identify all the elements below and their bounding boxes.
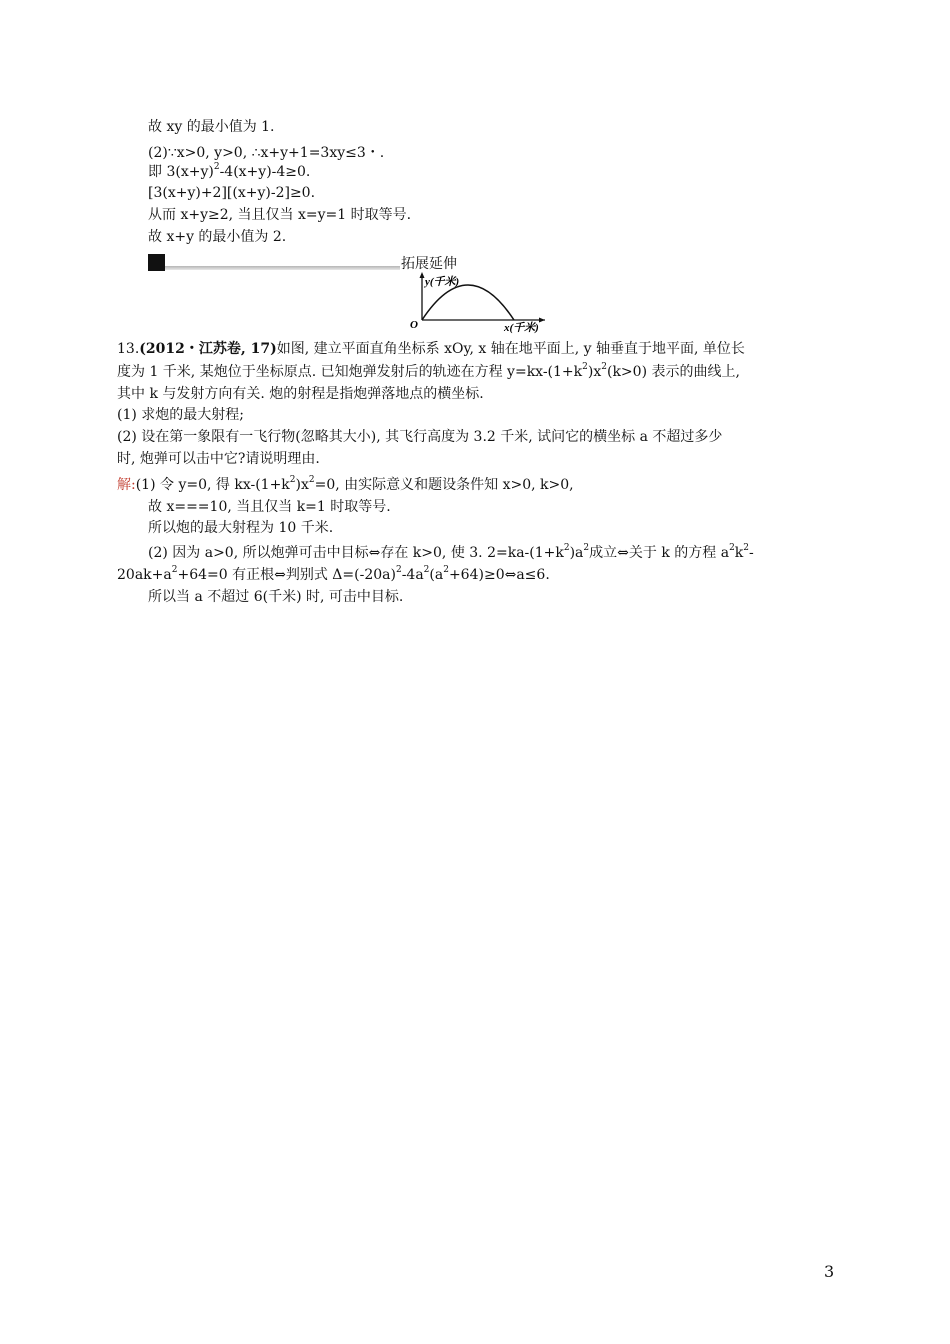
y-axis-label: y(千米) xyxy=(425,276,460,288)
section-marker-block xyxy=(148,254,165,271)
section-divider-bar xyxy=(165,266,400,270)
text-span: 度为 1 千米, 某炮位于坐标原点. 已知炮弹发射后的轨迹在方程 y=kx-(1+k xyxy=(117,364,583,380)
problem-line xyxy=(117,362,740,382)
page-number: 3 xyxy=(824,1262,835,1281)
superscript: 2 xyxy=(289,475,296,486)
text-span: -4(x+y)-4≥0. xyxy=(219,164,311,180)
problem-line: 其中 k 与发射方向有关. 炮的射程是指炮弹落地点的横坐标. xyxy=(117,386,484,402)
text-span: (a xyxy=(429,567,444,583)
text-span: (k>0) 表示的曲线上, xyxy=(606,364,740,380)
origin-label: O xyxy=(410,319,418,331)
text-span: =0, 由实际意义和题设条件知 x>0, k>0, xyxy=(314,477,574,493)
text-span: )x xyxy=(587,364,602,380)
solution-line: 故 x===10, 当且仅当 k=1 时取等号. xyxy=(148,499,391,515)
solution-line: 所以当 a 不超过 6(千米) 时, 可击中目标. xyxy=(148,589,404,605)
text-line: (2)∵x>0, y>0, ∴x+y+1=3xy≤3・. xyxy=(148,145,385,161)
superscript: 2 xyxy=(423,565,430,576)
trajectory-curve xyxy=(422,285,514,320)
superscript: 2 xyxy=(582,362,588,373)
text-span: )x xyxy=(295,477,309,493)
solution-line xyxy=(117,565,550,585)
text-span: 即 3(x+y) xyxy=(148,164,214,180)
text-span: 如图, 建立平面直角坐标系 xOy, x 轴在地平面上, y 轴垂直于地平面, 单位长 xyxy=(276,341,745,357)
question-2-cont: 时, 炮弹可以击中它?请说明理由. xyxy=(117,451,320,467)
section-banner xyxy=(148,254,457,272)
superscript: 2 xyxy=(563,543,570,554)
text-span: +64=0 有正根⇔判别式 Δ=(-20a) xyxy=(177,567,396,583)
problem-number: 13. xyxy=(117,341,140,357)
text-line: 故 x+y 的最小值为 2. xyxy=(148,229,287,245)
text-line: 从而 x+y≥2, 当且仅当 x=y=1 时取等号. xyxy=(148,207,412,223)
problem-line xyxy=(117,339,745,359)
section-title: 拓展延伸 xyxy=(401,256,457,272)
superscript: 2 xyxy=(308,475,315,486)
solution-label: 解: xyxy=(117,477,136,493)
superscript: 2 xyxy=(213,162,220,173)
superscript: 2 xyxy=(729,543,735,554)
text-span: - xyxy=(749,545,754,561)
question-1: (1) 求炮的最大射程; xyxy=(117,407,244,423)
x-axis-arrow xyxy=(539,318,545,323)
text-line xyxy=(148,162,310,182)
text-span: (1) 令 y=0, 得 kx-(1+k xyxy=(135,477,290,493)
question-2: (2) 设在第一象限有一飞行物(忽略其大小), 其飞行高度为 3.2 千米, 试问它的横坐标 a 不超过多少 xyxy=(117,429,723,445)
solution-line: 所以炮的最大射程为 10 千米. xyxy=(148,520,334,536)
superscript: 2 xyxy=(583,543,590,554)
x-axis-label: x(千米) xyxy=(504,322,539,334)
text-span: +64)≥0⇔a≤6. xyxy=(448,567,550,583)
text-span: -4a xyxy=(401,567,424,583)
text-span: 成立⇔关于 k 的方程 a xyxy=(589,545,730,561)
problem-source: (2012・江苏卷, 17) xyxy=(139,341,277,357)
solution-line xyxy=(117,475,574,495)
text-span: k xyxy=(734,545,744,561)
superscript: 2 xyxy=(743,543,750,554)
text-span: )a xyxy=(569,545,584,561)
superscript: 2 xyxy=(601,362,607,373)
text-line: [3(x+y)+2][(x+y)-2]≥0. xyxy=(148,185,316,201)
text-line: 故 xy 的最小值为 1. xyxy=(148,119,275,135)
trajectory-figure xyxy=(400,268,550,334)
text-span: 20ak+a xyxy=(117,567,172,583)
superscript: 2 xyxy=(395,565,402,576)
solution-line xyxy=(148,543,754,563)
text-span: (2) 因为 a>0, 所以炮弹可击中目标⇔存在 k>0, 使 3. 2=ka-(1+k xyxy=(148,545,564,561)
superscript: 2 xyxy=(171,565,178,576)
superscript: 2 xyxy=(443,565,449,576)
y-axis-arrow xyxy=(420,272,425,278)
